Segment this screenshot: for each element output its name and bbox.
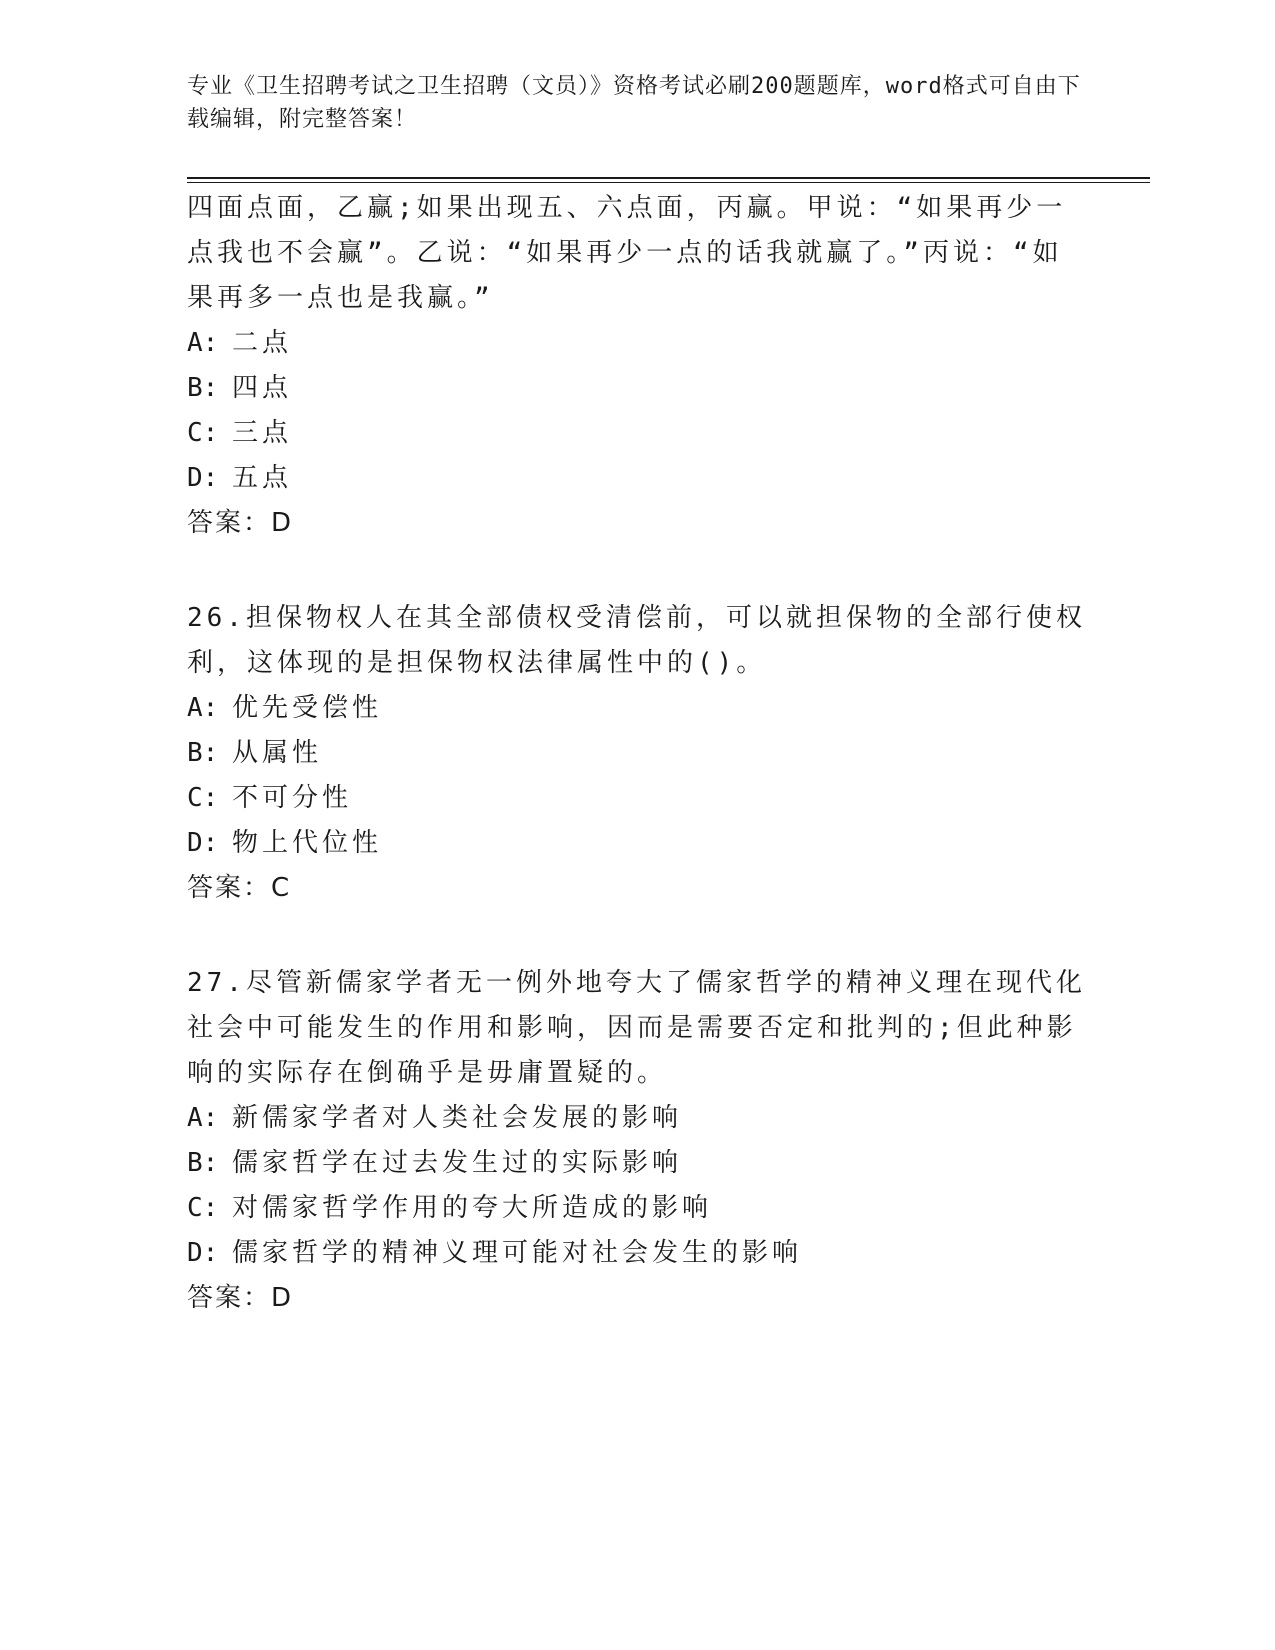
option-text: 新儒家学者对人类社会发展的影响 xyxy=(232,1103,683,1133)
question-27 xyxy=(187,961,1087,1321)
option-b xyxy=(187,366,1087,411)
option-text: 儒家哲学在过去发生过的实际影响 xyxy=(232,1148,683,1178)
option-letter: D: xyxy=(187,828,219,858)
question-continued xyxy=(187,186,1087,546)
option-text: 二点 xyxy=(232,328,293,358)
option-a xyxy=(187,686,1087,731)
option-letter: A: xyxy=(187,328,219,358)
option-text: 优先受偿性 xyxy=(232,693,383,723)
option-letter: B: xyxy=(187,1148,219,1178)
option-text: 物上代位性 xyxy=(232,828,383,858)
answer-line: 答案：D xyxy=(187,1283,294,1313)
option-letter: C: xyxy=(187,783,219,813)
header-divider-thin xyxy=(187,182,1150,183)
option-letter: B: xyxy=(187,738,219,768)
option-text: 儒家哲学的精神义理可能对社会发生的影响 xyxy=(232,1238,803,1268)
option-text: 对儒家哲学作用的夸大所造成的影响 xyxy=(232,1193,713,1223)
option-text: 从属性 xyxy=(232,738,323,768)
answer-line: 答案：D xyxy=(187,508,294,538)
option-text: 四点 xyxy=(232,373,293,403)
question-stem: 四面点面，乙赢;如果出现五、六点面，丙赢。甲说：“如果再少一点我也不会赢”。乙说：“如果再少一点的话我就赢了。”丙说：“如果再多一点也是我赢。” xyxy=(187,193,1067,313)
option-b xyxy=(187,731,1087,776)
question-26 xyxy=(187,596,1087,911)
option-d xyxy=(187,821,1087,866)
option-letter: C: xyxy=(187,418,219,448)
question-list xyxy=(187,186,1087,1321)
option-a xyxy=(187,321,1087,366)
option-letter: A: xyxy=(187,693,219,723)
option-letter: D: xyxy=(187,1238,219,1268)
header-divider-thick xyxy=(187,177,1150,179)
option-text: 不可分性 xyxy=(232,783,353,813)
header-title: 专业《卫生招聘考试之卫生招聘（文员）》资格考试必刷200题题库，word格式可自由下载编辑，附完整答案！ xyxy=(187,74,1081,132)
question-stem: 26.担保物权人在其全部债权受清偿前，可以就担保物的全部行使权利，这体现的是担保物权法律属性中的()。 xyxy=(187,603,1086,678)
option-c xyxy=(187,1186,1087,1231)
answer-line: 答案：C xyxy=(187,873,292,903)
option-c xyxy=(187,776,1087,821)
option-letter: D: xyxy=(187,463,219,493)
option-text: 五点 xyxy=(232,463,293,493)
option-letter: A: xyxy=(187,1103,219,1133)
option-d xyxy=(187,456,1087,501)
option-letter: B: xyxy=(187,373,219,403)
option-b xyxy=(187,1141,1087,1186)
document-header xyxy=(187,70,1087,136)
option-a xyxy=(187,1096,1087,1141)
option-text: 三点 xyxy=(232,418,293,448)
option-c xyxy=(187,411,1087,456)
option-letter: C: xyxy=(187,1193,219,1223)
question-stem: 27.尽管新儒家学者无一例外地夸大了儒家哲学的精神义理在现代化社会中可能发生的作用和影响，因而是需要否定和批判的;但此种影响的实际存在倒确乎是毋庸置疑的。 xyxy=(187,968,1086,1088)
option-d xyxy=(187,1231,1087,1276)
